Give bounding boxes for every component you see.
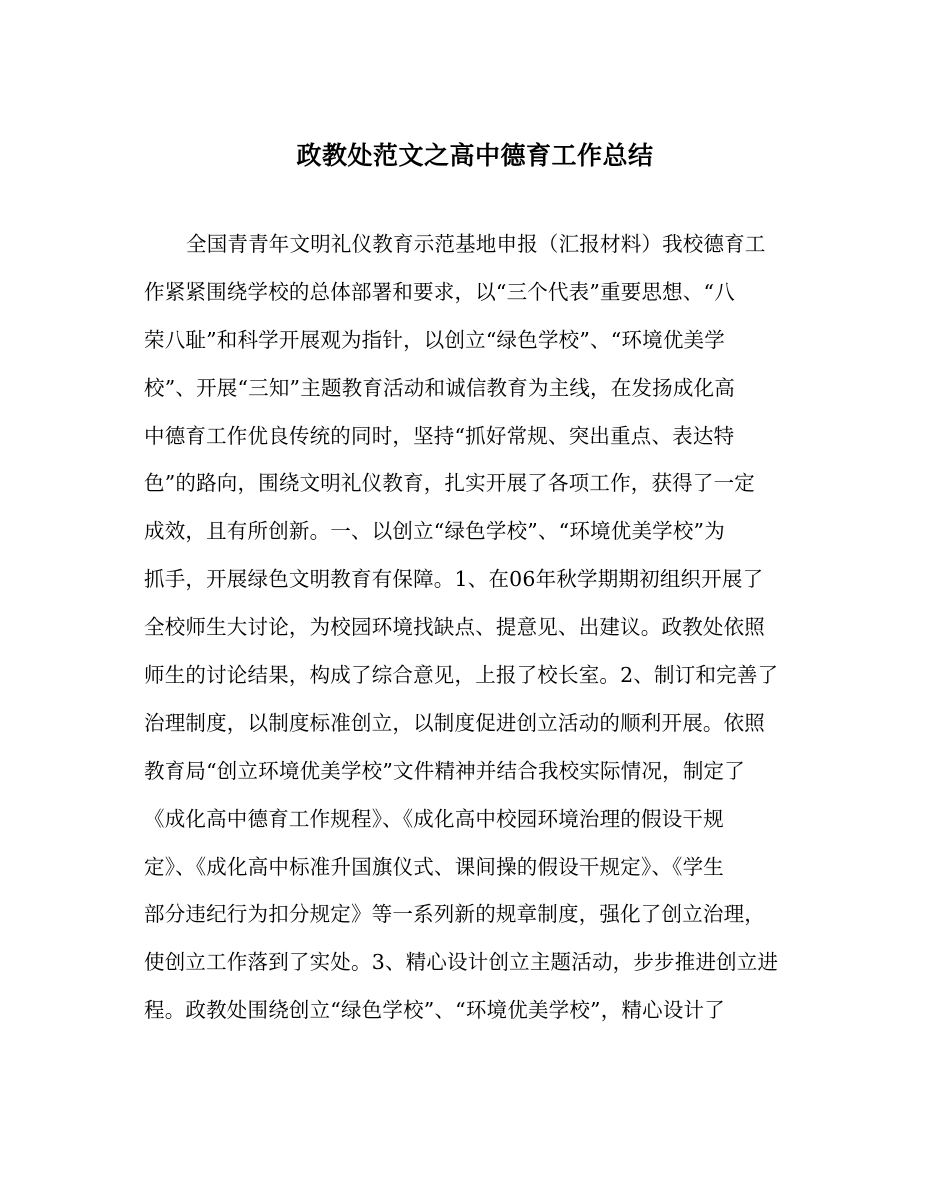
body-line: 师生的讨论结果，构成了综合意见，上报了校长室。2、制订和完善了 bbox=[144, 663, 779, 688]
document-title: 政教处范文之高中德育工作总结 bbox=[296, 141, 654, 170]
body-line: 校”、开展“三知”主题教育活动和诚信教育为主线，在发扬成化高 bbox=[144, 375, 735, 400]
body-line: 全国青青年文明礼仪教育示范基地申报（汇报材料）我校德育工 bbox=[186, 232, 766, 256]
body-line: 教育局“创立环境优美学校”文件精神并结合我校实际情况，制定了 bbox=[144, 758, 745, 783]
body-line: 成效，且有所创新。一、以创立“绿色学校”、“环境优美学校”为 bbox=[144, 519, 725, 544]
body-line: 定》、《成化高中标准升国旗仪式、课间操的假设干规定》、《学生 bbox=[144, 854, 724, 879]
body-line: 抓手，开展绿色文明教育有保障。1、在06年秋学期期初组织开展了 bbox=[144, 567, 764, 592]
body-line: 部分违纪行为扣分规定》等一系列新的规章制度，强化了创立治理， bbox=[144, 902, 765, 927]
body-line: 程。政教处围绕创立“绿色学校”、“环境优美学校”，精心设计了 bbox=[144, 998, 725, 1023]
body-line: 全校师生大讨论，为校园环境找缺点、提意见、出建议。政教处依照 bbox=[144, 615, 765, 640]
document-body bbox=[144, 221, 814, 1035]
body-line: 中德育工作优良传统的同时，坚持“抓好常规、突出重点、表达特 bbox=[144, 423, 735, 448]
body-line: 荣八耻”和科学开展观为指针，以创立“绿色学校”、“环境优美学 bbox=[144, 327, 725, 352]
body-line: 治理制度，以制度标准创立，以制度促进创立活动的顺利开展。依照 bbox=[144, 710, 765, 735]
body-line: 《成化高中德育工作规程》、《成化高中校园环境治理的假设干规 bbox=[144, 806, 724, 831]
body-line: 使创立工作落到了实处。3、精心设计创立主题活动，步步推进创立进 bbox=[144, 950, 779, 975]
body-line: 色”的路向，围绕文明礼仪教育，扎实开展了各项工作，获得了一定 bbox=[144, 471, 755, 496]
body-line: 作紧紧围绕学校的总体部署和要求，以“三个代表”重要思想、“八 bbox=[144, 279, 735, 304]
